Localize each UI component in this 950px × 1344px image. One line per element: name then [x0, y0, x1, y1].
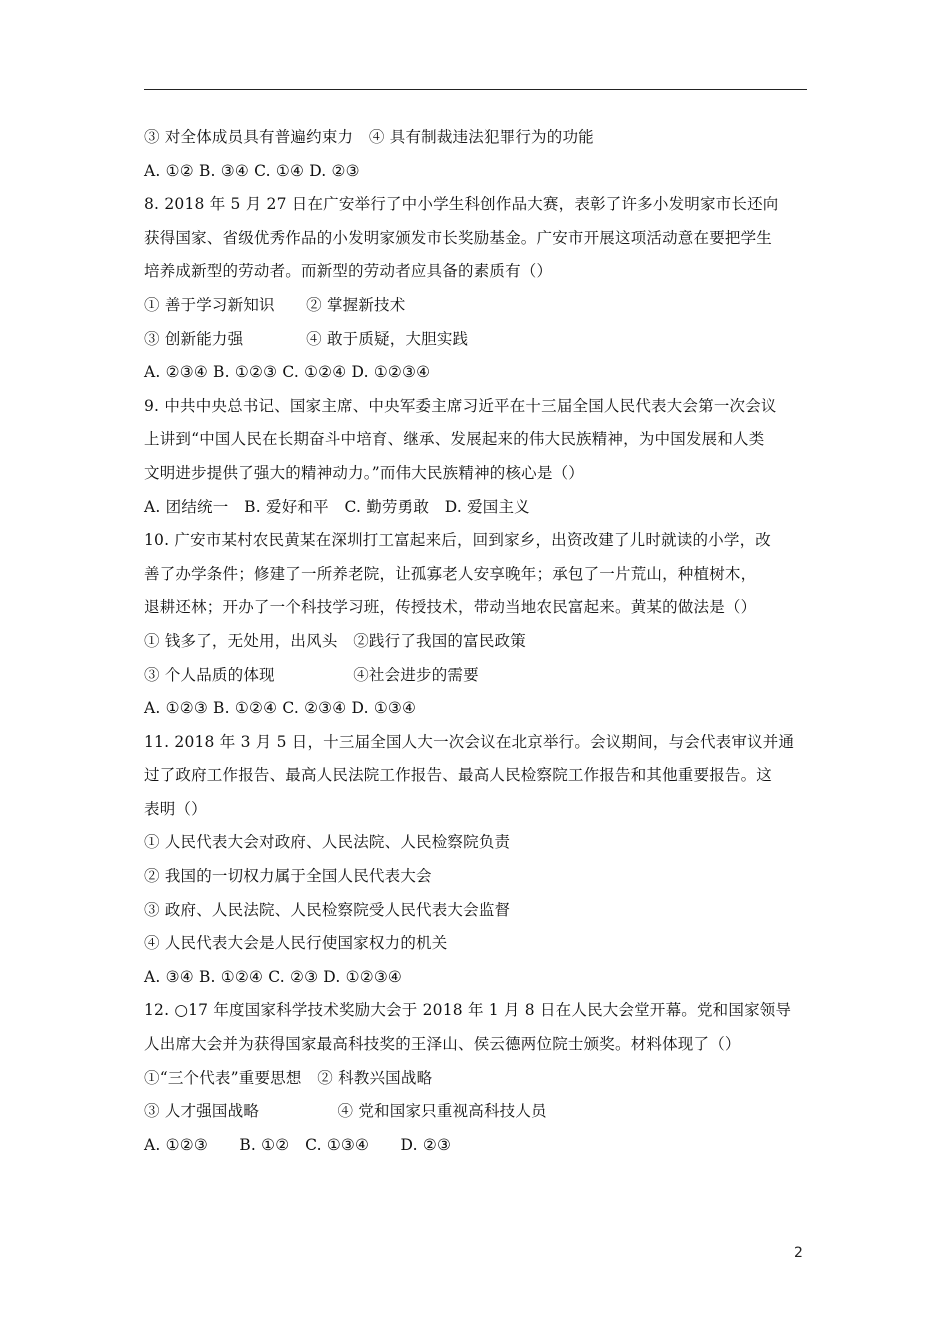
document-body: [144, 121, 810, 1162]
text-line: A. ①②③ B. ①② C. ①③④ D. ②③: [144, 1135, 452, 1154]
text-line: 10. 广安市某村农民黄某在深圳打工富起来后，回到家乡，出资改建了儿时就读的小学，改: [144, 531, 771, 550]
text-line: 善了办学条件；修建了一所养老院，让孤寡老人安享晚年；承包了一片荒山，种植树木，: [144, 564, 757, 583]
text-line: A. 团结统一 B. 爱好和平 C. 勤劳勇敢 D. 爱国主义: [144, 497, 530, 516]
text-line: ③ 个人品质的体现 ④社会进步的需要: [144, 665, 479, 684]
header-rule: [144, 89, 807, 90]
text-line: ③ 政府、人民法院、人民检察院受人民代表大会监督: [144, 900, 511, 919]
text-line: A. ①② B. ③④ C. ①④ D. ②③: [144, 161, 360, 180]
text-line: ①“三个代表”重要思想 ② 科教兴国战略: [144, 1068, 433, 1087]
text-line: 获得国家、省级优秀作品的小发明家颁发市长奖励基金。广安市开展这项活动意在要把学生: [144, 228, 773, 247]
text-line: 9. 中共中央总书记、国家主席、中央军委主席习近平在十三届全国人民代表大会第一次会议: [144, 396, 777, 415]
text-line: 退耕还林；开办了一个科技学习班，传授技术，带动当地农民富起来。黄某的做法是（）: [144, 598, 757, 617]
text-line: A. ②③④ B. ①②③ C. ①②④ D. ①②③④: [144, 363, 431, 382]
text-line: ① 钱多了，无处用，出风头 ②践行了我国的富民政策: [144, 631, 526, 650]
text-line: 培养成新型的劳动者。而新型的劳动者应具备的素质有（）: [144, 262, 553, 281]
text-line: ③ 创新能力强 ④ 敢于质疑，大胆实践: [144, 329, 469, 348]
text-line: 文明进步提供了强大的精神动力。”而伟大民族精神的核心是（）: [144, 463, 584, 482]
text-line: A. ③④ B. ①②④ C. ②③ D. ①②③④: [144, 967, 403, 986]
text-line: 过了政府工作报告、最高人民法院工作报告、最高人民检察院工作报告和其他重要报告。这: [144, 766, 773, 785]
text-line: ② 我国的一切权力属于全国人民代表大会: [144, 867, 432, 886]
text-line: ① 善于学习新知识 ② 掌握新技术: [144, 295, 406, 314]
text-line: ④ 人民代表大会是人民行使国家权力的机关: [144, 934, 448, 953]
text-line: 人出席大会并为获得国家最高科技奖的王泽山、侯云德两位院士颁奖。材料体现了（）: [144, 1035, 741, 1054]
page-number: 2: [794, 1245, 803, 1261]
text-line: A. ①②③ B. ①②④ C. ②③④ D. ①③④: [144, 699, 417, 718]
text-line: ③ 对全体成员具有普遍约束力 ④ 具有制裁违法犯罪行为的功能: [144, 128, 594, 146]
text-line: 11. 2018 年 3 月 5 日，十三届全国人大一次会议在北京举行。会议期间，与会代表审议并通: [144, 732, 795, 751]
text-line: 表明（）: [144, 799, 207, 818]
text-line: ③ 人才强国战略 ④ 党和国家只重视高科技人员: [144, 1102, 547, 1121]
text-line: 12. ○17 年度国家科学技术奖励大会于 2018 年 1 月 8 日在人民大会堂开幕。党和国家领导: [144, 1001, 792, 1020]
text-line: 8. 2018 年 5 月 27 日在广安举行了中小学生科创作品大赛，表彰了许多小发明家市长还向: [144, 195, 779, 214]
text-line: ① 人民代表大会对政府、人民法院、人民检察院负责: [144, 833, 511, 852]
text-line: 上讲到“中国人民在长期奋斗中培育、继承、发展起来的伟大民族精神，为中国发展和人类: [144, 430, 765, 449]
